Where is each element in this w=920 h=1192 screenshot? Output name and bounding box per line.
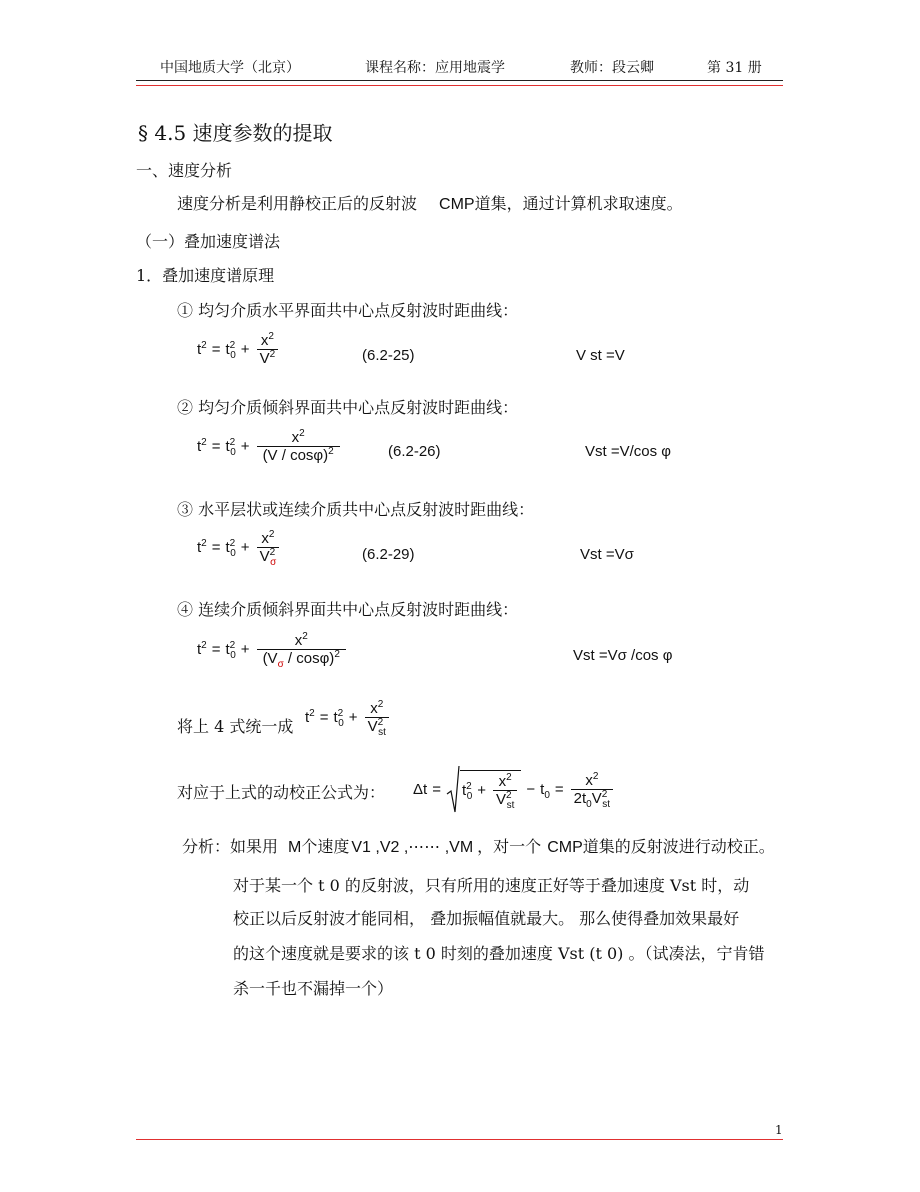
case4-vst: Vst =Vσ /cos φ — [573, 647, 673, 664]
equation-case2: $t^2$ = $t^2_0$ + $\frac{x^2}{(V / \cos\varphi)^2}$ — [197, 429, 342, 464]
analysis-line1-cmp: CMP — [547, 839, 583, 856]
sub1-heading: （一）叠加速度谱法 — [136, 232, 281, 251]
intro-text-a: 速度分析是利用静校正后的反射波 — [177, 194, 418, 213]
case1-vst: V st =V — [576, 347, 625, 364]
analysis-line1 — [182, 834, 775, 857]
equation-nmo: Δt = $t^2_0$ + $\frac{x^2}{V^2_{st}}$ − $t_0$ = $\frac{x^2}{2t_0V^2_{st}}$ — [413, 764, 615, 814]
equation-case1: $t^2$ = $t^2_0$ + $\frac{x^2}{V^2}$ — [197, 332, 280, 367]
intro-text-b: 道集，通过计算机求取速度。 — [474, 194, 683, 213]
header-university: 中国地质大学（北京） — [160, 60, 300, 76]
header-course: 课程名称：应用地震学 — [365, 60, 505, 76]
case1-eq-number: (6.2-25) — [362, 347, 415, 364]
analysis-line1-m: M个速度 — [288, 839, 350, 856]
case2-vst: Vst =V/cos φ — [585, 443, 672, 460]
item1-heading: 1．叠加速度谱原理 — [136, 266, 275, 285]
equation-unified: $t^2$ = $t^2_0$ + $\frac{x^2}{V^2_{st}}$ — [305, 700, 391, 735]
sqrt-sign — [446, 764, 460, 814]
intro-cmp: CMP — [439, 196, 475, 213]
part1-heading: 一、速度分析 — [136, 161, 233, 180]
case3-label: ③ 水平层状或连续介质共中心点反射波时距曲线： — [177, 500, 535, 519]
analysis-line1-b: ，对一个 — [477, 837, 542, 856]
header-rule-red — [136, 85, 783, 86]
header-teacher: 教师：段云卿 — [570, 60, 654, 76]
analysis-line4: 的这个速度就是要求的该 t 0 时刻的叠加速度 Vst (t 0) 。（试凑法，宁肯错 — [233, 944, 765, 963]
case2-eq-number: (6.2-26) — [388, 443, 441, 460]
analysis-line1-v: V1 ,V2 ,⋯⋯ ,VM — [351, 839, 474, 856]
unify-text: 将上 4 式统一成 — [177, 717, 294, 736]
equation-case4: $t^2$ = $t^2_0$ + $\frac{x^2}{(V_\sigma / \cos\varphi)^2}$ — [197, 632, 348, 667]
header-volume: 第 31 册 — [707, 60, 762, 76]
page-number: 1 — [775, 1123, 783, 1137]
case4-label: ④ 连续介质倾斜界面共中心点反射波时距曲线： — [177, 600, 519, 619]
intro-paragraph — [177, 191, 683, 214]
section-title: § 4.5 速度参数的提取 — [138, 121, 333, 145]
header-rule-dark — [136, 80, 783, 81]
analysis-line3: 校正以后反射波才能同相， 叠加振幅值就最大。 那么使得叠加效果最好 — [233, 909, 740, 928]
analysis-line2: 对于某一个 t 0 的反射波，只有所用的速度正好等于叠加速度 Vst 时，动 — [233, 876, 750, 895]
case2-label: ② 均匀介质倾斜界面共中心点反射波时距曲线： — [177, 398, 519, 417]
analysis-line1-c: 道集的反射波进行动校正。 — [582, 837, 775, 856]
analysis-line5: 杀一千也不漏掉一个） — [233, 979, 394, 998]
analysis-line1-a: 分析：如果用 — [182, 837, 279, 856]
equation-case3: $t^2$ = $t^2_0$ + $\frac{x^2}{V^2_\sigma}$ — [197, 530, 281, 565]
case3-vst: Vst =Vσ — [580, 546, 634, 563]
case1-label: ① 均匀介质水平界面共中心点反射波时距曲线： — [177, 301, 519, 320]
nmo-text: 对应于上式的动校正公式为： — [177, 783, 386, 802]
footer-rule-red — [136, 1139, 783, 1140]
case3-eq-number: (6.2-29) — [362, 546, 415, 563]
